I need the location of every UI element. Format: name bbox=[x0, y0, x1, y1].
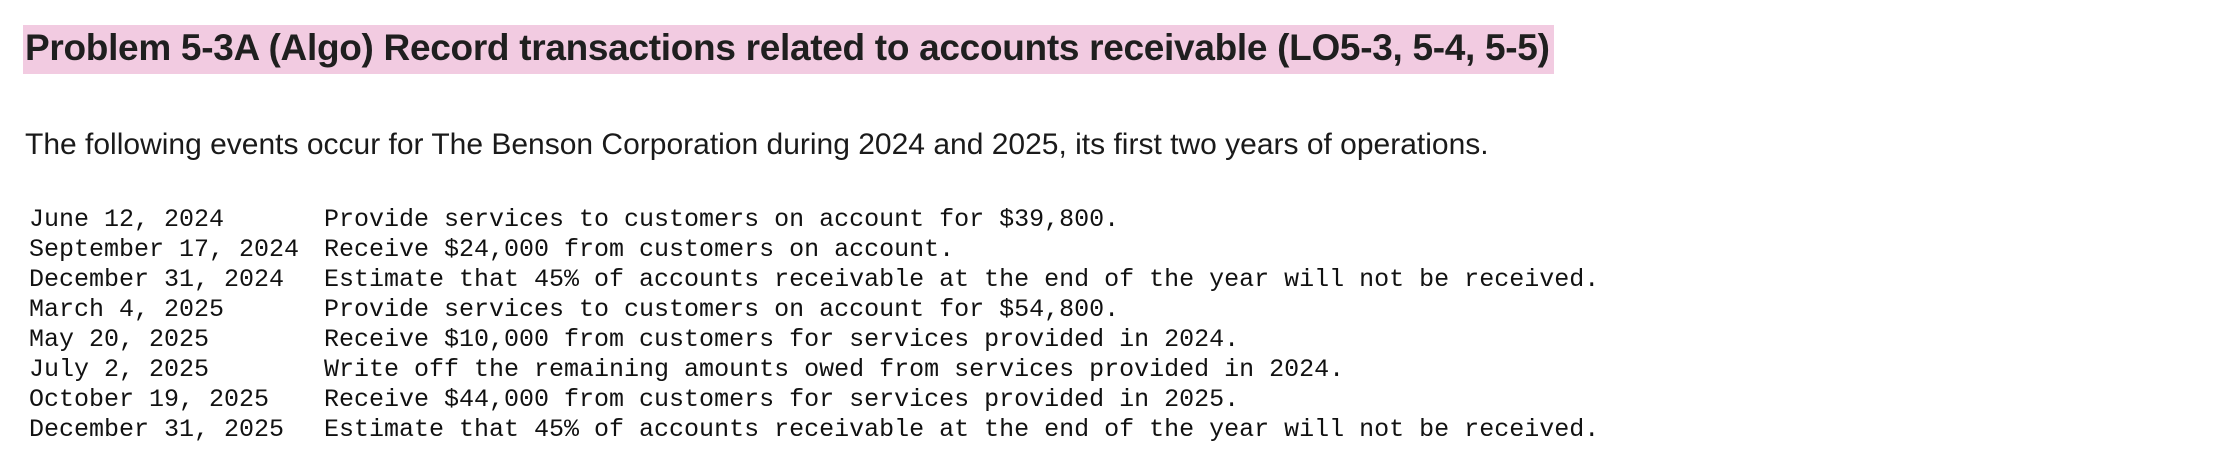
event-date: October 19, 2025 bbox=[29, 385, 270, 414]
event-date: September 17, 2024 bbox=[29, 235, 300, 264]
event-date: May 20, 2025 bbox=[29, 325, 210, 354]
event-row bbox=[29, 355, 1599, 385]
event-row bbox=[29, 325, 1599, 355]
event-description: Receive $10,000 from customers for services provided in 2024. bbox=[324, 325, 1240, 354]
event-date: December 31, 2025 bbox=[29, 415, 285, 444]
events-table bbox=[29, 205, 1599, 445]
event-description: Receive $44,000 from customers for services provided in 2025. bbox=[324, 385, 1240, 414]
event-description: Provide services to customers on account for $54,800. bbox=[324, 295, 1120, 324]
event-description: Receive $24,000 from customers on account. bbox=[324, 235, 955, 264]
event-row bbox=[29, 235, 1599, 265]
intro-paragraph: The following events occur for The Benson Corporation during 2024 and 2025, its first two years of operations. bbox=[25, 128, 1489, 161]
event-description: Estimate that 45% of accounts receivable at the end of the year will not be received. bbox=[324, 265, 1600, 294]
problem-title: Problem 5-3A (Algo) Record transactions related to accounts receivable (LO5-3, 5-4, 5-5) bbox=[23, 25, 1554, 74]
event-row bbox=[29, 415, 1599, 445]
event-date: July 2, 2025 bbox=[29, 355, 210, 384]
event-description: Provide services to customers on account for $39,800. bbox=[324, 205, 1120, 234]
event-row bbox=[29, 295, 1599, 325]
event-row bbox=[29, 265, 1599, 295]
event-row bbox=[29, 205, 1599, 235]
event-description: Estimate that 45% of accounts receivable at the end of the year will not be received. bbox=[324, 415, 1600, 444]
event-date: June 12, 2024 bbox=[29, 205, 225, 234]
event-date: December 31, 2024 bbox=[29, 265, 285, 294]
event-description: Write off the remaining amounts owed from services provided in 2024. bbox=[324, 355, 1345, 384]
event-row bbox=[29, 385, 1599, 415]
event-date: March 4, 2025 bbox=[29, 295, 225, 324]
